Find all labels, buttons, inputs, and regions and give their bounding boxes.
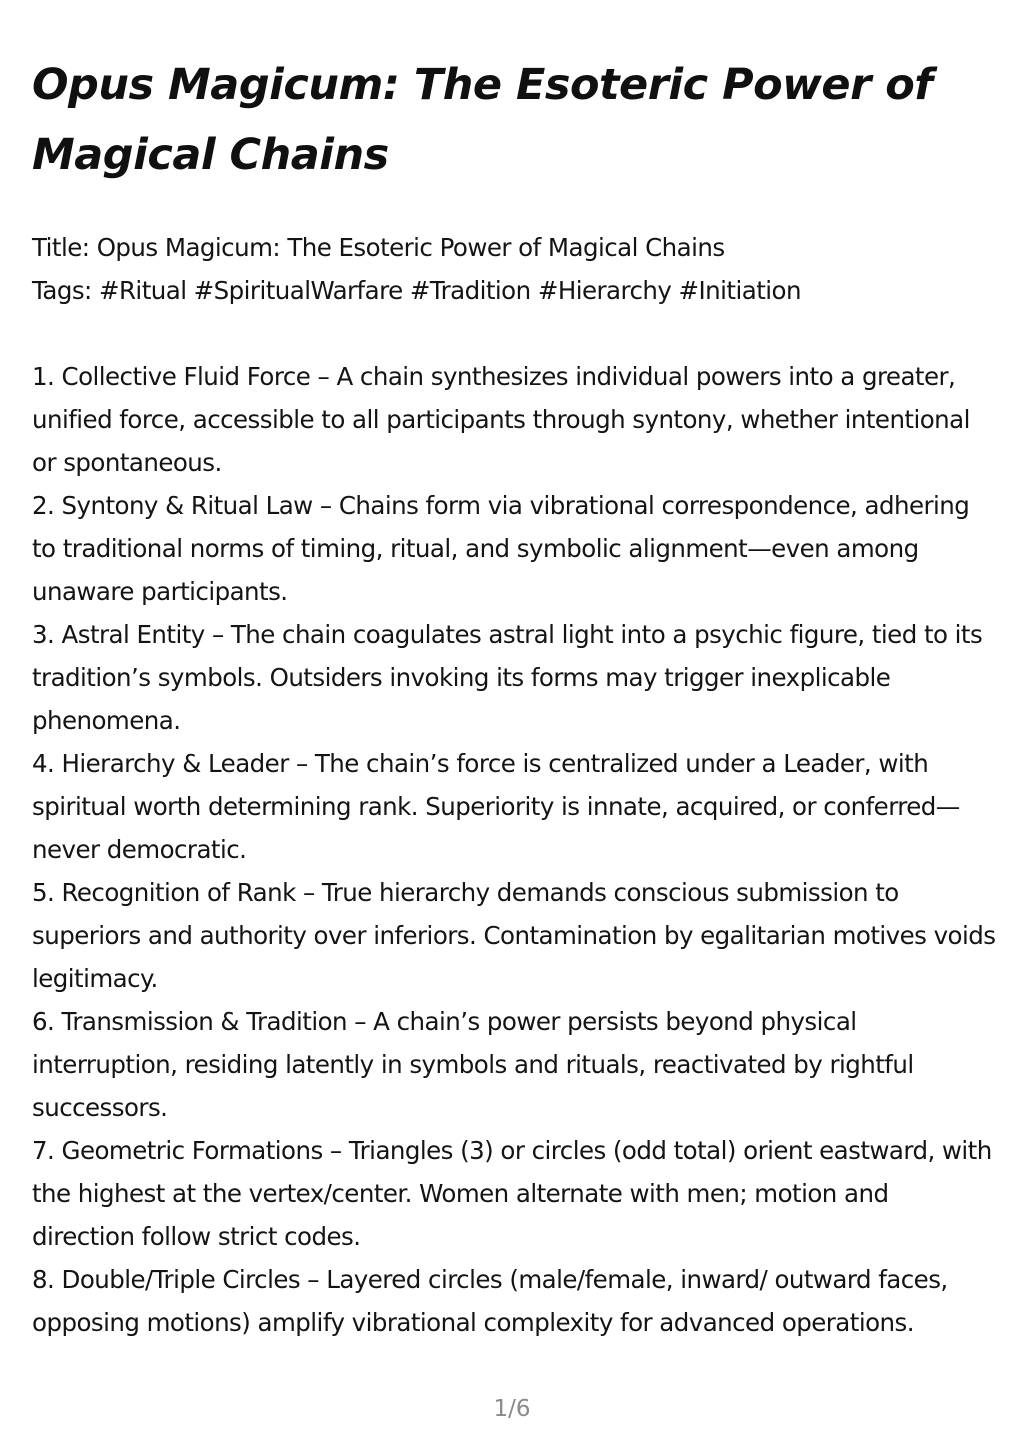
blank-line — [32, 312, 998, 355]
list-item: 4. Hierarchy & Leader – The chain’s force is centralized under a Leader, with spiritual worth determining rank. Superiority is innate, acquired, or conferred—never democratic. — [32, 749, 960, 864]
page-indicator: 1/6 — [493, 1396, 531, 1422]
title-line: Title: Opus Magicum: The Esoteric Power of Magical Chains — [32, 233, 725, 262]
numbered-list — [32, 355, 998, 1344]
list-item: 3. Astral Entity – The chain coagulates astral light into a psychic figure, tied to its tradition’s symbols. Outsiders invoking its forms may trigger inexplicable phenomena. — [32, 620, 983, 735]
list-item: 8. Double/Triple Circles – Layered circles (male/female, inward/ outward faces, opposing motions) amplify vibrational complexity for advanced operations. — [32, 1265, 948, 1337]
list-item: 6. Transmission & Tradition – A chain’s power persists beyond physical interruption, residing latently in symbols and rituals, reactivated by rightful successors. — [32, 1007, 914, 1122]
tags-line: Tags: #Ritual #SpiritualWarfare #Tradition #Hierarchy #Initiation — [32, 276, 801, 305]
list-item: 5. Recognition of Rank – True hierarchy demands conscious submission to superiors and authority over inferiors. Contamination by egalitarian motives voids legitimacy. — [32, 878, 996, 993]
list-item: 2. Syntony & Ritual Law – Chains form via vibrational correspondence, adhering to traditional norms of timing, ritual, and symbolic alignment—even among unaware participants. — [32, 491, 970, 606]
list-item: 7. Geometric Formations – Triangles (3) or circles (odd total) orient eastward, with the highest at the vertex/center. Women alternate with men; motion and direction follow strict codes. — [32, 1136, 992, 1251]
document-page — [32, 50, 998, 1344]
document-meta — [32, 226, 998, 312]
list-item: 1. Collective Fluid Force – A chain synthesizes individual powers into a greater, unified force, accessible to all participants through syntony, whether intentional or spontaneous. — [32, 362, 970, 477]
document-heading: Opus Magicum: The Esoteric Power of Magical Chains — [32, 60, 933, 180]
